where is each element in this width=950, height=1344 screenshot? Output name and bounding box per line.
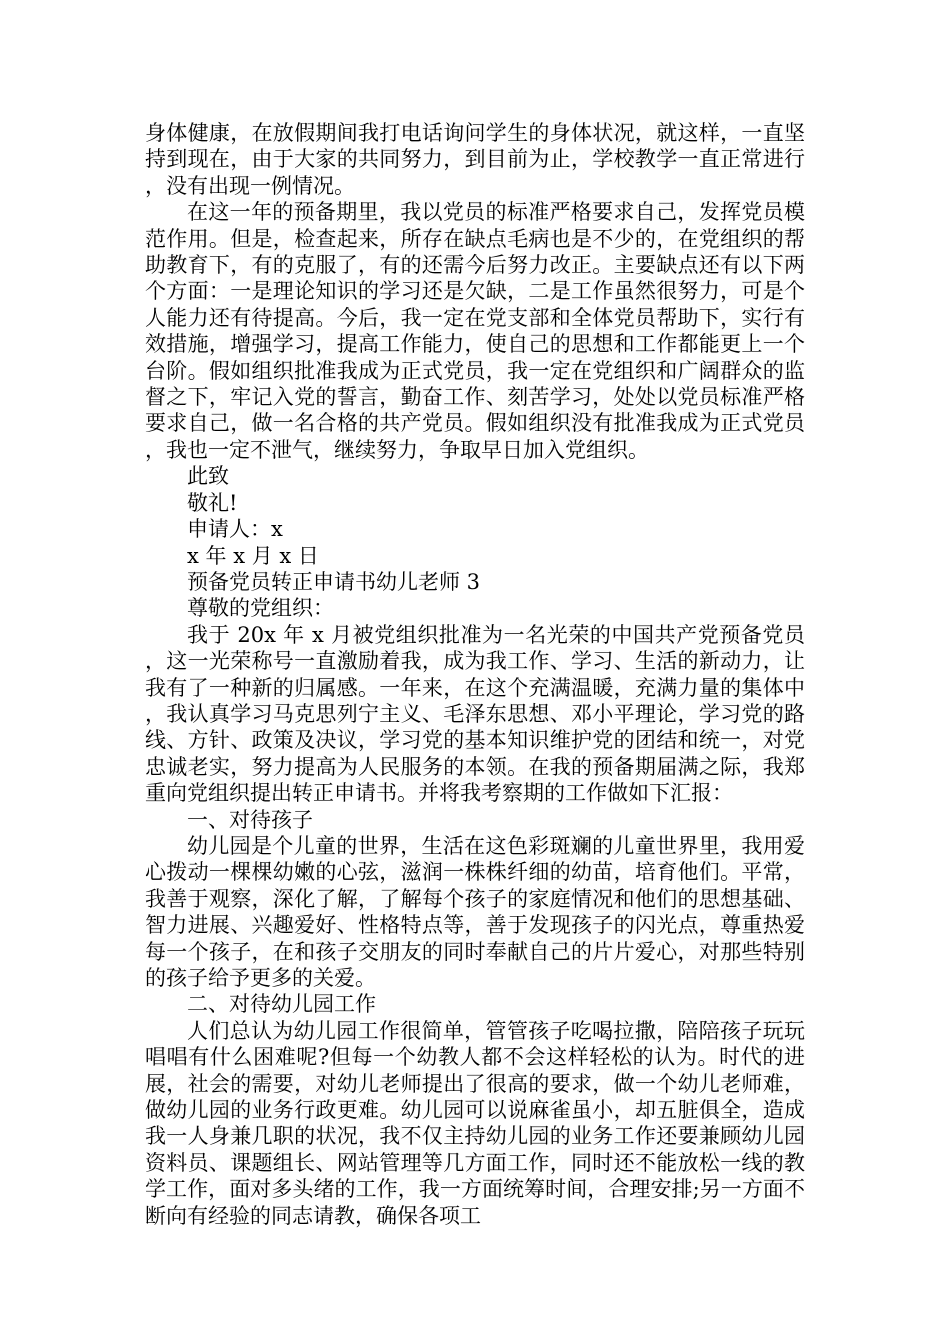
heading-children: 一、对待孩子 (187, 807, 313, 832)
paragraph-children: 幼儿园是个儿童的世界，生活在这色彩斑斓的儿童世界里，我用爱心拨动一棵棵幼嫩的心弦，滋润一株株纤细的幼苗，培育他们。平常，我善于观察，深化了解，了解每个孩子的家庭情况和他们的思想基础、智力进展、兴趣爱好、性格特点等，善于发现孩子的闪光点，尊重热爱每一个孩子，在和孩子交朋友的同时奉献自己的片片爱心，对那些特别的孩子给予更多的关爱。 (145, 833, 805, 990)
section-title: 预备党员转正申请书幼儿老师 3 (187, 569, 481, 594)
paragraph-kindergarten-work: 人们总认为幼儿园工作很简单，管管孩子吃喝拉撒，陪陪孩子玩玩唱唱有什么困难呢?但每一个幼教人都不会这样轻松的认为。时代的进展，社会的需要，对幼儿老师提出了很高的要求，做一个幼儿老师难，做幼儿园的业务行政更难。幼儿园可以说麻雀虽小，却五脏俱全，造成我一人身兼几职的状况，我不仅主持幼儿园的业务工作还要兼顾幼儿园资料员、课题组长、网站管理等几方面工作，同时还不能放松一线的教学工作，面对多头绪的工作，我一方面统筹时间，合理安排;另一方面不断向有经验的同志请教，确保各项工 (145, 1018, 805, 1228)
closing-salutation: 此致 (187, 464, 229, 489)
document-page (145, 120, 805, 1229)
applicant-signature: 申请人：x (187, 517, 283, 542)
paragraph-health-status: 身体健康，在放假期间我打电话询问学生的身体状况，就这样，一直坚持到现在，由于大家的共同努力，到目前为止，学校教学一直正常进行，没有出现一例情况。 (145, 121, 805, 198)
letter-greeting: 尊敬的党组织： (187, 596, 334, 621)
paragraph-self-assessment: 在这一年的预备期里，我以党员的标准严格要求自己，发挥党员模范作用。但是，检查起来，所存在缺点毛病也是不少的，在党组织的帮助教育下，有的克服了，有的还需今后努力改正。主要缺点还有以下两个方面：一是理论知识的学习还是欠缺，二是工作虽然很努力，可是个人能力还有待提高。今后，我一定在党支部和全体党员帮助下，实行有效措施，增强学习，提高工作能力，使自己的思想和工作都能更上一个台阶。假如组织批准我成为正式党员，我一定在党组织和广阔群众的监督之下，牢记入党的誓言，勤奋工作、刻苦学习，处处以党员标准严格要求自己，做一名合格的共产党员。假如组织没有批准我成为正式党员，我也一定不泄气，继续努力，争取早日加入党组织。 (145, 200, 805, 462)
paragraph-introduction: 我于 20x 年 x 月被党组织批准为一名光荣的中国共产党预备党员，这一光荣称号一直激励着我，成为我工作、学习、生活的新动力，让我有了一种新的归属感。一年来，在这个充满温暖，充满力量的集体中，我认真学习马克思列宁主义、毛泽东思想、邓小平理论，学习党的路线、方针、政策及决议，学习党的基本知识维护党的团结和统一，对党忠诚老实，努力提高为人民服务的本领。在我的预备期届满之际，我郑重向党组织提出转正申请书。并将我考察期的工作做如下汇报： (145, 622, 805, 806)
closing-regards: 敬礼! (187, 490, 238, 515)
signature-date: x 年 x 月 x 日 (187, 543, 319, 568)
heading-kindergarten-work: 二、对待幼儿园工作 (187, 992, 376, 1017)
